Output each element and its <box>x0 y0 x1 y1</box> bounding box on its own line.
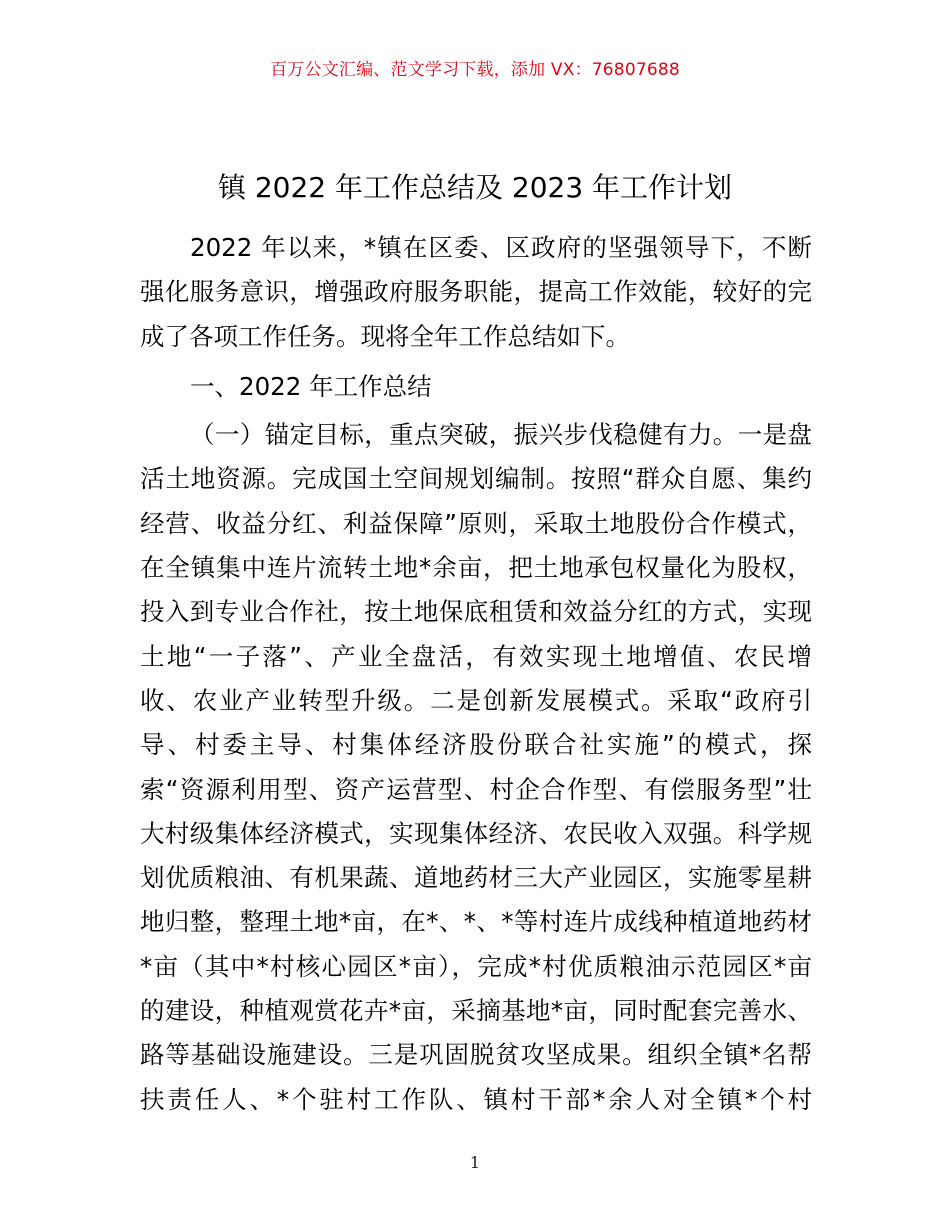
paragraph-line: 扶责任人、*个驻村工作队、镇村干部*余人对全镇*个村 <box>140 1084 812 1114</box>
paragraph-line: *亩（其中*村核心园区*亩），完成*村优质粮油示范园区*亩 <box>140 951 812 981</box>
paragraph-line: 经营、收益分红、利益保障”原则，采取土地股份合作模式， <box>140 508 812 538</box>
paragraph-line: 投入到专业合作社，按土地保底租赁和效益分红的方式，实现 <box>140 597 812 627</box>
intro-line: 成了各项工作任务。现将全年工作总结如下。 <box>140 321 630 351</box>
paragraph-line: 土地“一子落”、产业全盘活，有效实现土地增值、农民增 <box>140 641 812 671</box>
paragraph-line: 收、农业产业转型升级。二是创新发展模式。采取“政府引 <box>140 685 812 715</box>
paragraph-line: （一）锚定目标，重点突破，振兴步伐稳健有力。一是盘 <box>190 420 812 450</box>
watermark-header: 百万公文汇编、范文学习下载，添加 VX：76807688 <box>270 60 680 80</box>
paragraph-line: 路等基础设施建设。三是巩固脱贫攻坚成果。组织全镇*名帮 <box>140 1040 812 1070</box>
paragraph-line: 的建设，种植观赏花卉*亩，采摘基地*亩，同时配套完善水、 <box>140 996 812 1026</box>
paragraph-line: 大村级集体经济模式，实现集体经济、农民收入双强。科学规 <box>140 818 812 848</box>
page-number: 1 <box>469 1153 481 1172</box>
document-body <box>140 226 812 1122</box>
paragraph-line: 划优质粮油、有机果蔬、道地药材三大产业园区，实施零星耕 <box>140 863 812 893</box>
paragraph-line: 活土地资源。完成国土空间规划编制。按照“群众自愿、集约 <box>140 464 812 494</box>
document-title: 镇 2022 年工作总结及 2023 年工作计划 <box>217 171 733 204</box>
paragraph-line: 导、村委主导、村集体经济股份联合社实施”的模式，探 <box>140 730 812 760</box>
paragraph-line: 地归整，整理土地*亩，在*、*、*等村连片成线种植道地药材 <box>140 907 812 937</box>
intro-line: 2022 年以来，*镇在区委、区政府的坚强领导下，不断 <box>190 233 812 262</box>
paragraph-line: 索“资源利用型、资产运营型、村企合作型、有偿服务型”壮 <box>140 774 812 804</box>
section-heading: 一、2022 年工作总结 <box>190 371 432 401</box>
paragraph-line: 在全镇集中连片流转土地*余亩，把土地承包权量化为股权， <box>140 553 812 583</box>
intro-line: 强化服务意识，增强政府服务职能，提高工作效能，较好的完 <box>140 277 812 307</box>
